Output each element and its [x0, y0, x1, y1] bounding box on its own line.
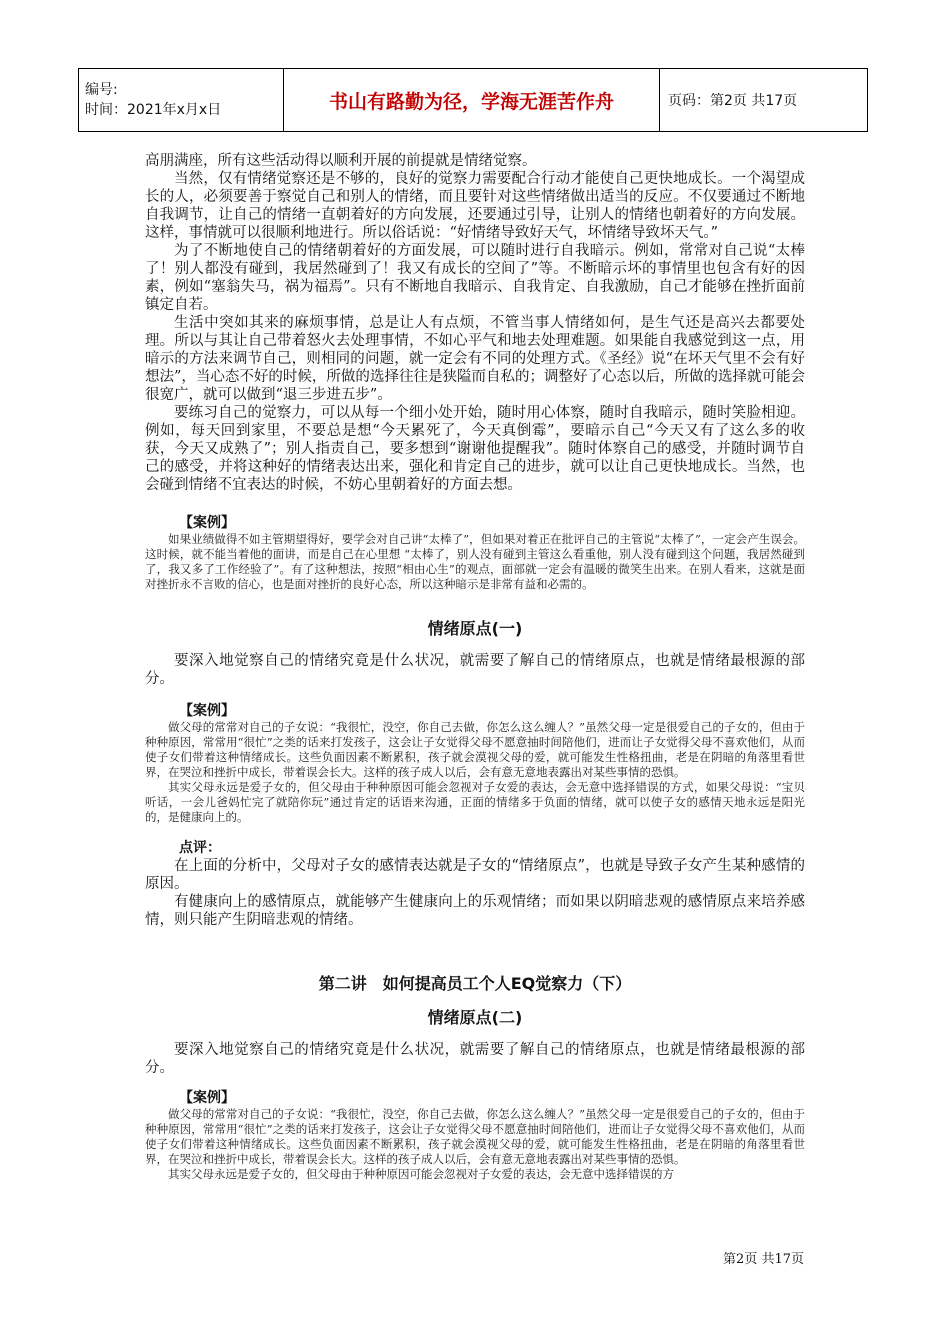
- case-text: 做父母的常常对自己的子女说：“我很忙，没空，你自己去做，你怎么这么缠人？”虽然父母一定是很爱自己的子女的，但由于种种原因，常常用“很忙”之类的话来打发孩子，这会让子女觉得父母不愿意抽时间陪他们，进而让子女觉得父母不喜欢他们，从而使子女们带着这种情绪成长。这些负面因素不断累积，孩子就会漠视父母的爱，就可能发生性格扭曲，老是在阴暗的角落里看世界，在哭泣和挫折中成长，带着误会长大。这样的孩子成人以后，会有意无意地表露出对某些事情的恐惧。: [145, 1107, 805, 1166]
- case-text: 其实父母永远是爱子女的，但父母由于种种原因可能会忽视对子女爱的表达，会无意中选择错误的方: [168, 1167, 674, 1181]
- case-text: 其实父母永远是爱子女的，但父母由于种种原因可能会忽视对子女爱的表达，会无意中选择错误的方式，如果父母说：“宝贝听话，一会儿爸妈忙完了就陪你玩”通过肯定的话语来沟通，正面的情绪多于负面的情绪，就可以使子女的感情天地永远是阳光的，是健康向上的。: [145, 780, 805, 824]
- paragraph: 要练习自己的觉察力，可以从每一个细小处开始，随时用心体察，随时自我暗示，随时笑脸相迎。例如，每天回到家里，不要总是想“今天累死了，今天真倒霉”，要暗示自己“今天又有了这么多的收获，今天又成熟了”；别人指责自己，要多想到“谢谢他提醒我”。随时体察自己的感受，并随时调节自己的感受，并将这种好的情绪表达出来，强化和肯定自己的进步，就可以让自己更快地成长。当然，也会碰到情绪不宜表达的时候，不妨心里朝着好的方面去想。: [145, 405, 805, 493]
- case-block: [145, 1107, 805, 1182]
- paragraph: 当然，仅有情绪觉察还是不够的，良好的觉察力需要配合行动才能使自己更快地成长。一个渴望成长的人，必须要善于察觉自己和别人的情绪，而且要针对这些情绪做出适当的反应。不仅要通过不断地自我调节，让自己的情绪一直朝着好的方向发展，还要通过引导，让别人的情绪也朝着好的方向发展。这样，事情就可以很顺利地进行。所以俗话说：“好情绪导致好天气，坏情绪导致坏天气。”: [145, 171, 805, 241]
- paragraph: 为了不断地使自己的情绪朝着好的方面发展，可以随时进行自我暗示。例如，常常对自己说“太棒了！别人都没有碰到，我居然碰到了！我又有成长的空间了”等。不断暗示坏的事情里也包含有好的因素，例如“塞翁失马，祸为福焉”。只有不断地自我暗示、自我肯定、自我激励，自己才能够在挫折面前镇定自若。: [145, 243, 805, 313]
- case-text: 如果业绩做得不如主管期望得好，要学会对自己讲“太棒了”，但如果对着正在批评自己的主管说“太棒了”，一定会产生误会。这时候，就不能当着他的面讲，而是自己在心里想 “太棒了，别人没有碰到主管这么看重他，别人没有碰到这个问题，我居然碰到了，我又多了工作经验了”。有了这种想法，按照“相由心生”的观点，面部就一定会有温暖的微笑生出来。在别人看来，这就是面对挫折永不言败的信心，也是面对挫折的良好心态，所以这种暗示是非常有益和必需的。: [145, 532, 805, 591]
- lecture-title: 第二讲 如何提高员工个人EQ觉察力（下）: [318, 974, 632, 993]
- time-label: 时间：2021年x月x日: [85, 102, 222, 118]
- paragraph: 要深入地觉察自己的情绪究竟是什么状况，就需要了解自己的情绪原点，也就是情绪最根源的部分。: [145, 653, 805, 687]
- case-label: 【案例】: [179, 1090, 235, 1106]
- paragraph: 要深入地觉察自己的情绪究竟是什么状况，就需要了解自己的情绪原点，也就是情绪最根源的部分。: [145, 1042, 805, 1076]
- paragraph: 有健康向上的感情原点，就能够产生健康向上的乐观情绪；而如果以阴暗悲观的感情原点来培养感情，则只能产生阴暗悲观的情绪。: [145, 894, 805, 928]
- case-block: [145, 720, 805, 825]
- number-label: 编号:: [85, 82, 118, 98]
- header-table: [78, 68, 868, 132]
- header-page-label: 页码：第2页 共17页: [668, 93, 798, 109]
- paragraph: 在上面的分析中，父母对子女的感情表达就是子女的“情绪原点”，也就是导致子女产生某种感情的原因。: [145, 858, 805, 892]
- case-text: 做父母的常常对自己的子女说：“我很忙，没空，你自己去做，你怎么这么缠人？”虽然父母一定是很爱自己的子女的，但由于种种原因，常常用“很忙”之类的话来打发孩子，这会让子女觉得父母不愿意抽时间陪他们，进而让子女觉得父母不喜欢他们，从而使子女们带着这种情绪成长。这些负面因素不断累积，孩子就会漠视父母的爱，就可能发生性格扭曲，老是在阴暗的角落里看世界，在哭泣和挫折中成长，带着误会长大。这样的孩子成人以后，会有意无意地表露出对某些事情的恐惧。: [145, 720, 805, 779]
- section-title: 情绪原点(二): [427, 1008, 523, 1027]
- paragraph: 高朋满座，所有这些活动得以顺利开展的前提就是情绪觉察。: [145, 153, 537, 169]
- comment-label: 点评：: [179, 840, 221, 856]
- document-body: [145, 152, 805, 1182]
- case-label: 【案例】: [179, 703, 235, 719]
- footer-page-number: 第2页 共17页: [723, 1252, 804, 1267]
- case-label: 【案例】: [179, 515, 235, 531]
- header-motto: 书山有路勤为径，学海无涯苦作舟: [284, 69, 660, 131]
- section-title: 情绪原点(一): [427, 619, 523, 638]
- header-meta-cell: [79, 69, 284, 131]
- case-block: [145, 532, 805, 592]
- paragraph: 生活中突如其来的麻烦事情，总是让人有点烦，不管当事人情绪如何，是生气还是高兴去都要处理。所以与其让自己带着怒火去处理事情，不如心平气和地去处理难题。如果能自我感觉到这一点，用暗示的方法来调节自己，则相同的问题，就一定会有不同的处理方式。《圣经》说“在坏天气里不会有好想法”，当心态不好的时候，所做的选择往往是狭隘而自私的；调整好了心态以后，所做的选择就可能会很宽广，就可以做到“退三步进五步”。: [145, 315, 805, 403]
